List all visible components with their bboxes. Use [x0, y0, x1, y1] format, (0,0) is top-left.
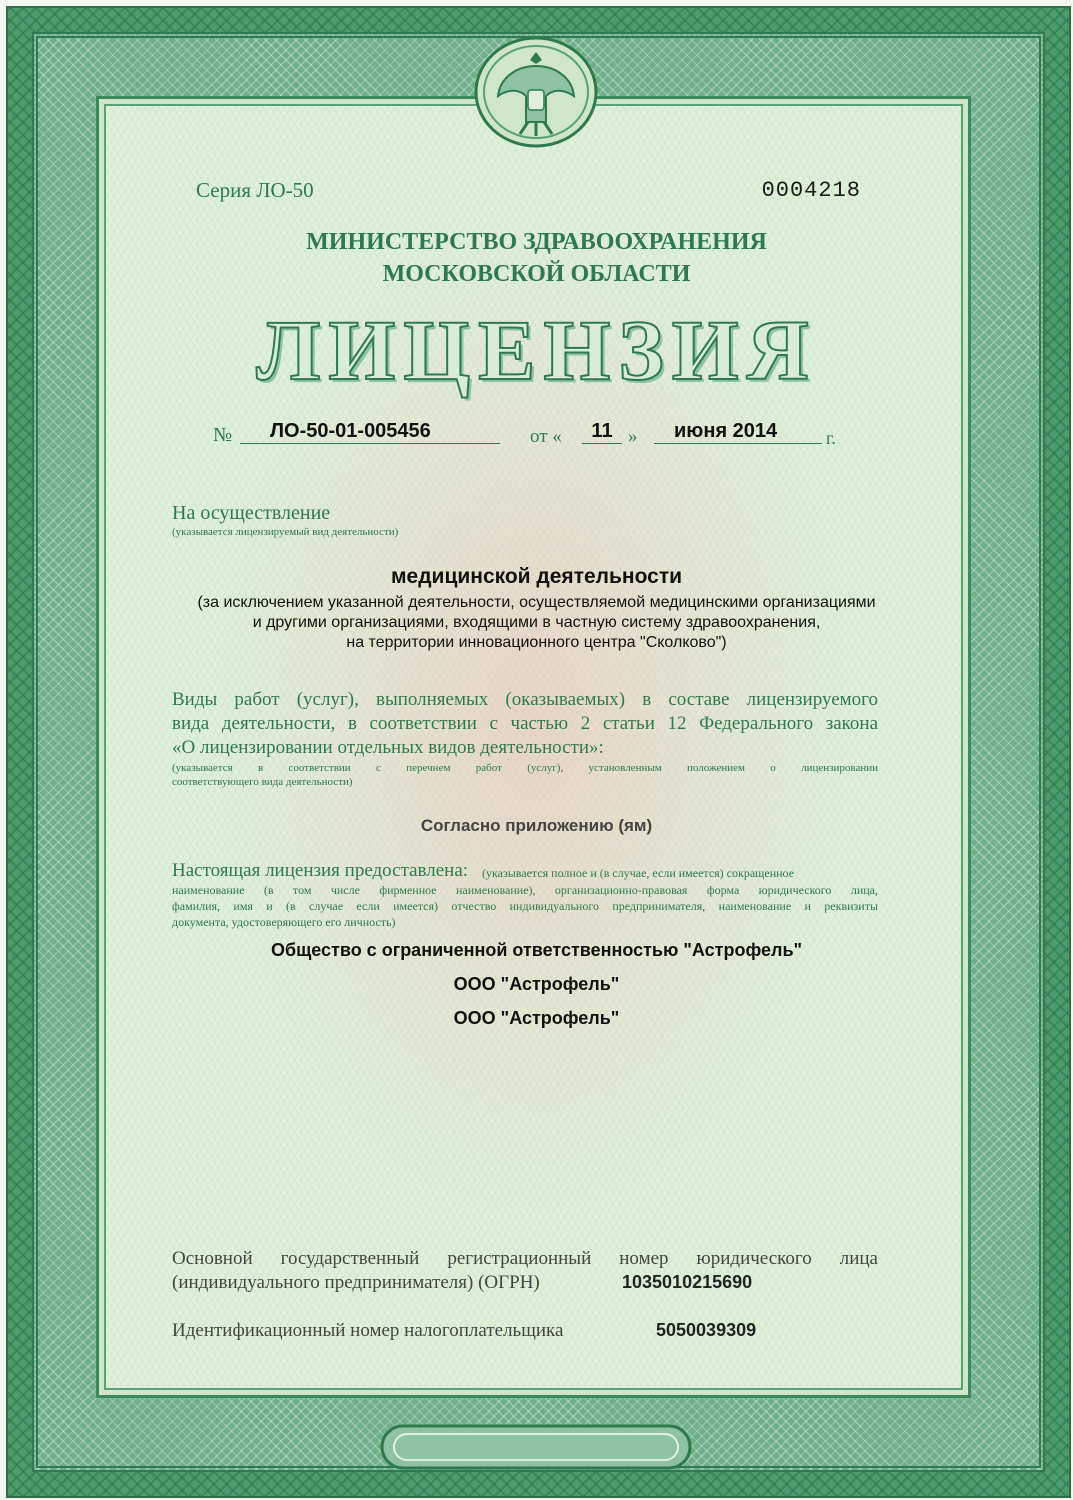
- licensee-brand-name: ООО "Астрофель": [453, 1008, 620, 1028]
- year-suffix: г.: [826, 428, 836, 448]
- activity-desc-line-2: и другими организациями, входящими в частную систему здравоохранения,: [252, 614, 821, 631]
- activity-desc-line-1: (за исключением указанной деятельности, осуществляемой медицинскими организациями: [197, 594, 876, 611]
- ministry-line-1: МИНИСТЕРСТВО ЗДРАВООХРАНЕНИЯ: [306, 229, 767, 255]
- ministry-line-2: МОСКОВСКОЙ ОБЛАСТИ: [382, 261, 691, 287]
- license-number: ЛО-50-01-005456: [240, 420, 500, 444]
- license-day: 11: [582, 420, 622, 444]
- activity-note: (указывается лицензируемый вид деятельности): [172, 526, 399, 538]
- works-note-line-1: (указывается в соответствии с перечнем работ (услуг), установленным положением о лицензировании: [172, 762, 878, 774]
- granted-note-line-2: наименование (в том числе фирменное наименование), организационно-правовая форма юридического лица,: [172, 883, 878, 897]
- granted-note-line-4: документа, удостоверяющего его личность): [172, 915, 396, 929]
- works-value: Согласно приложению (ям): [420, 816, 653, 835]
- granted-label: Настоящая лицензия предоставлена:: [172, 860, 469, 881]
- activity-desc-line-3: на территории инновационного центра "Сколково"): [346, 634, 727, 651]
- ogrn-line-1: Основной государственный регистрационный номер юридического лица: [172, 1248, 878, 1269]
- document-title: ЛИЦЕНЗИЯ: [256, 302, 817, 398]
- licensee-short-name: ООО "Астрофель": [453, 974, 620, 994]
- quote-close: »: [628, 426, 638, 447]
- granted-note-line-1: (указывается полное и (в случае, если имеется) сокращенное: [482, 866, 795, 880]
- activity-name: медицинской деятельности: [390, 565, 683, 588]
- coat-of-arms-emblem-icon: [470, 30, 602, 150]
- ogrn-line-2: (индивидуального предпринимателя) (ОГРН): [172, 1272, 540, 1293]
- number-sign: №: [213, 424, 233, 446]
- license-month-year: июня 2014: [654, 420, 822, 444]
- works-line-3: «О лицензировании отдельных видов деятельности»:: [172, 737, 604, 758]
- from-label: от «: [530, 426, 562, 447]
- granted-note-line-3: фамилия, имя и (в случае если имеется) отчество индивидуального предпринимателя, наименование и реквизиты: [172, 899, 878, 913]
- inn-value: 5050039309: [656, 1320, 757, 1340]
- series-label: Серия ЛО-50: [196, 178, 314, 202]
- works-line-1: Виды работ (услуг), выполняемых (оказываемых) в составе лицензируемого: [172, 689, 878, 710]
- works-line-2: вида деятельности, в соответствии с частью 2 статьи 12 Федерального закона: [172, 713, 878, 734]
- licensee-full-name: Общество с ограниченной ответственностью "Астрофель": [270, 940, 803, 960]
- inn-label: Идентификационный номер налогоплательщика: [172, 1320, 564, 1341]
- activity-label: На осуществление: [172, 502, 331, 524]
- ogrn-value: 1035010215690: [622, 1272, 753, 1292]
- serial-number: 0004218: [761, 178, 861, 203]
- works-note-line-2: соответствующего вида деятельности): [172, 776, 353, 788]
- bottom-ornament-plate: [380, 1420, 692, 1474]
